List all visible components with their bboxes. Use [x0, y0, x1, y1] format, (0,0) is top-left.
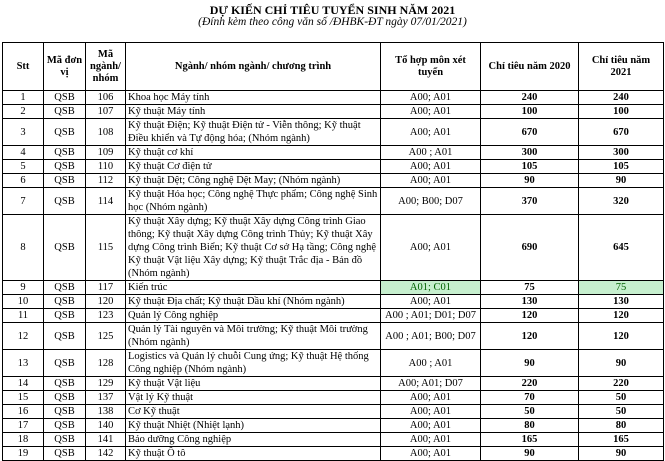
cell-to-hop: A00; B00; D07	[381, 188, 481, 215]
header-stt: Stt	[3, 43, 44, 91]
cell-chi-tieu-2021: 670	[579, 119, 664, 146]
cell-ma-don-vi: QSB	[44, 419, 86, 433]
table-row	[3, 119, 664, 146]
header-to-hop: Tổ hợp môn xét tuyển	[381, 43, 481, 91]
cell-ma-nganh: 137	[86, 391, 126, 405]
cell-stt: 14	[3, 377, 44, 391]
cell-ma-don-vi: QSB	[44, 350, 86, 377]
table-row	[3, 391, 664, 405]
table-row	[3, 281, 664, 295]
cell-chi-tieu-2020: 75	[481, 281, 579, 295]
cell-ma-nganh: 142	[86, 447, 126, 461]
cell-chi-tieu-2020: 300	[481, 146, 579, 160]
cell-chi-tieu-2021: 90	[579, 350, 664, 377]
admission-quota-table	[2, 42, 664, 461]
cell-to-hop: A00 ; A01; D01; D07	[381, 309, 481, 323]
table-row	[3, 105, 664, 119]
table-row	[3, 295, 664, 309]
cell-stt: 10	[3, 295, 44, 309]
cell-to-hop: A00; A01	[381, 105, 481, 119]
cell-stt: 4	[3, 146, 44, 160]
cell-nganh: Quản lý Tài nguyên và Môi trường; Kỹ thuật Môi trường (Nhóm ngành)	[126, 323, 381, 350]
cell-to-hop: A00; A01	[381, 447, 481, 461]
cell-chi-tieu-2020: 80	[481, 419, 579, 433]
cell-stt: 6	[3, 174, 44, 188]
cell-to-hop: A00 ; A01	[381, 146, 481, 160]
cell-ma-don-vi: QSB	[44, 91, 86, 105]
table-row	[3, 215, 664, 281]
header-nganh: Ngành/ nhóm ngành/ chương trình	[126, 43, 381, 91]
cell-chi-tieu-2020: 90	[481, 350, 579, 377]
cell-chi-tieu-2020: 90	[481, 174, 579, 188]
cell-stt: 9	[3, 281, 44, 295]
cell-nganh: Kỹ thuật Vật liệu	[126, 377, 381, 391]
cell-ma-nganh: 140	[86, 419, 126, 433]
cell-ma-don-vi: QSB	[44, 188, 86, 215]
cell-ma-don-vi: QSB	[44, 105, 86, 119]
cell-chi-tieu-2020: 120	[481, 309, 579, 323]
cell-to-hop: A00 ; A01; B00; D07	[381, 323, 481, 350]
cell-to-hop: A01; C01	[381, 281, 481, 295]
cell-chi-tieu-2021: 320	[579, 188, 664, 215]
cell-chi-tieu-2020: 370	[481, 188, 579, 215]
cell-to-hop: A00; A01	[381, 433, 481, 447]
cell-to-hop: A00; A01	[381, 405, 481, 419]
table-row	[3, 309, 664, 323]
cell-chi-tieu-2020: 690	[481, 215, 579, 281]
cell-to-hop: A00; A01	[381, 215, 481, 281]
cell-to-hop: A00; A01	[381, 391, 481, 405]
cell-ma-nganh: 110	[86, 160, 126, 174]
cell-ma-nganh: 141	[86, 433, 126, 447]
cell-chi-tieu-2020: 90	[481, 447, 579, 461]
cell-chi-tieu-2020: 120	[481, 323, 579, 350]
cell-ma-don-vi: QSB	[44, 146, 86, 160]
table-header-row	[3, 43, 664, 91]
cell-ma-don-vi: QSB	[44, 447, 86, 461]
cell-stt: 18	[3, 433, 44, 447]
cell-nganh: Kỹ thuật Điện; Kỹ thuật Điện tử - Viễn thông; Kỹ thuật Điều khiển và Tự động hóa; (Nhóm ngành)	[126, 119, 381, 146]
cell-chi-tieu-2021: 220	[579, 377, 664, 391]
cell-to-hop: A00; A01	[381, 295, 481, 309]
cell-nganh: Kỹ thuật Cơ điện tử	[126, 160, 381, 174]
cell-ma-nganh: 112	[86, 174, 126, 188]
cell-chi-tieu-2020: 670	[481, 119, 579, 146]
table-row	[3, 146, 664, 160]
cell-to-hop: A00 ; A01	[381, 350, 481, 377]
cell-nganh: Kỹ thuật Hóa học; Công nghệ Thực phẩm; Công nghệ Sinh học (Nhóm ngành)	[126, 188, 381, 215]
cell-chi-tieu-2021: 300	[579, 146, 664, 160]
cell-to-hop: A00; A01	[381, 160, 481, 174]
cell-nganh: Kiến trúc	[126, 281, 381, 295]
cell-nganh: Kỹ thuật cơ khí	[126, 146, 381, 160]
cell-chi-tieu-2020: 70	[481, 391, 579, 405]
cell-chi-tieu-2021: 120	[579, 323, 664, 350]
cell-stt: 3	[3, 119, 44, 146]
cell-stt: 2	[3, 105, 44, 119]
cell-ma-nganh: 123	[86, 309, 126, 323]
cell-ma-nganh: 114	[86, 188, 126, 215]
cell-ma-don-vi: QSB	[44, 405, 86, 419]
cell-chi-tieu-2021: 240	[579, 91, 664, 105]
cell-ma-don-vi: QSB	[44, 281, 86, 295]
cell-ma-nganh: 129	[86, 377, 126, 391]
cell-chi-tieu-2021: 130	[579, 295, 664, 309]
cell-chi-tieu-2021: 80	[579, 419, 664, 433]
cell-nganh: Khoa học Máy tính	[126, 91, 381, 105]
cell-ma-don-vi: QSB	[44, 323, 86, 350]
cell-to-hop: A00; A01; D07	[381, 377, 481, 391]
table-row	[3, 377, 664, 391]
cell-chi-tieu-2021: 105	[579, 160, 664, 174]
cell-stt: 12	[3, 323, 44, 350]
cell-to-hop: A00; A01	[381, 91, 481, 105]
table-row	[3, 405, 664, 419]
cell-stt: 7	[3, 188, 44, 215]
cell-chi-tieu-2021: 75	[579, 281, 664, 295]
cell-stt: 8	[3, 215, 44, 281]
cell-nganh: Kỹ thuật Dệt; Công nghệ Dệt May; (Nhóm ngành)	[126, 174, 381, 188]
table-row	[3, 433, 664, 447]
cell-nganh: Logistics và Quản lý chuỗi Cung ứng; Kỹ thuật Hệ thống Công nghiệp (Nhóm ngành)	[126, 350, 381, 377]
cell-stt: 11	[3, 309, 44, 323]
table-row	[3, 188, 664, 215]
cell-stt: 17	[3, 419, 44, 433]
cell-to-hop: A00; A01	[381, 419, 481, 433]
cell-nganh: Kỹ thuật Xây dựng; Kỹ thuật Xây dựng Công trình Giao thông; Kỹ thuật Xây dựng Công trình Thủy; Kỹ thuật Xây dựng Công trình Biển; Kỹ thuật Cơ sở Hạ tầng; Công nghệ Kỹ thuật Vật liệu Xây dựng; Kỹ thuật Trắc địa - Bản đồ (Nhóm ngành)	[126, 215, 381, 281]
cell-nganh: Vật lý Kỹ thuật	[126, 391, 381, 405]
cell-ma-nganh: 109	[86, 146, 126, 160]
cell-ma-don-vi: QSB	[44, 215, 86, 281]
header-chi-tieu-2021: Chỉ tiêu năm 2021	[579, 43, 664, 91]
cell-chi-tieu-2021: 100	[579, 105, 664, 119]
cell-stt: 19	[3, 447, 44, 461]
cell-to-hop: A00; A01	[381, 119, 481, 146]
cell-ma-nganh: 120	[86, 295, 126, 309]
cell-stt: 13	[3, 350, 44, 377]
header-ma-nganh: Mã ngành/ nhóm	[86, 43, 126, 91]
cell-ma-nganh: 138	[86, 405, 126, 419]
cell-chi-tieu-2021: 120	[579, 309, 664, 323]
table-row	[3, 350, 664, 377]
cell-ma-don-vi: QSB	[44, 119, 86, 146]
cell-ma-don-vi: QSB	[44, 377, 86, 391]
cell-chi-tieu-2020: 130	[481, 295, 579, 309]
cell-ma-nganh: 117	[86, 281, 126, 295]
document-subtitle: (Đính kèm theo công văn số /ĐHBK-ĐT ngày 07/01/2021)	[198, 16, 467, 28]
cell-chi-tieu-2020: 50	[481, 405, 579, 419]
cell-ma-nganh: 125	[86, 323, 126, 350]
cell-nganh: Quản lý Công nghiệp	[126, 309, 381, 323]
cell-chi-tieu-2021: 50	[579, 405, 664, 419]
table-row	[3, 160, 664, 174]
cell-ma-don-vi: QSB	[44, 295, 86, 309]
table-row	[3, 419, 664, 433]
table-row	[3, 447, 664, 461]
cell-nganh: Kỹ thuật Nhiệt (Nhiệt lạnh)	[126, 419, 381, 433]
cell-ma-don-vi: QSB	[44, 160, 86, 174]
table-row	[3, 323, 664, 350]
cell-ma-nganh: 106	[86, 91, 126, 105]
cell-ma-nganh: 108	[86, 119, 126, 146]
cell-stt: 15	[3, 391, 44, 405]
cell-ma-nganh: 115	[86, 215, 126, 281]
cell-ma-nganh: 107	[86, 105, 126, 119]
cell-to-hop: A00; A01	[381, 174, 481, 188]
cell-nganh: Cơ Kỹ thuật	[126, 405, 381, 419]
header-chi-tieu-2020: Chỉ tiêu năm 2020	[481, 43, 579, 91]
cell-chi-tieu-2021: 90	[579, 447, 664, 461]
cell-chi-tieu-2020: 165	[481, 433, 579, 447]
cell-chi-tieu-2020: 220	[481, 377, 579, 391]
cell-chi-tieu-2020: 105	[481, 160, 579, 174]
cell-ma-don-vi: QSB	[44, 309, 86, 323]
cell-nganh: Kỹ thuật Địa chất; Kỹ thuật Dầu khí (Nhóm ngành)	[126, 295, 381, 309]
cell-ma-don-vi: QSB	[44, 391, 86, 405]
cell-chi-tieu-2021: 645	[579, 215, 664, 281]
cell-chi-tieu-2021: 90	[579, 174, 664, 188]
table-row	[3, 91, 664, 105]
cell-stt: 1	[3, 91, 44, 105]
table-row	[3, 174, 664, 188]
cell-stt: 16	[3, 405, 44, 419]
cell-chi-tieu-2021: 50	[579, 391, 664, 405]
cell-stt: 5	[3, 160, 44, 174]
cell-ma-don-vi: QSB	[44, 433, 86, 447]
cell-chi-tieu-2020: 100	[481, 105, 579, 119]
document-title: DỰ KIẾN CHỈ TIÊU TUYỂN SINH NĂM 2021	[209, 3, 456, 17]
cell-chi-tieu-2020: 240	[481, 91, 579, 105]
cell-nganh: Bảo dưỡng Công nghiệp	[126, 433, 381, 447]
cell-chi-tieu-2021: 165	[579, 433, 664, 447]
cell-ma-nganh: 128	[86, 350, 126, 377]
header-ma-don-vi: Mã đơn vị	[44, 43, 86, 91]
cell-nganh: Kỹ thuật Ô tô	[126, 447, 381, 461]
cell-ma-don-vi: QSB	[44, 174, 86, 188]
cell-nganh: Kỹ thuật Máy tính	[126, 105, 381, 119]
